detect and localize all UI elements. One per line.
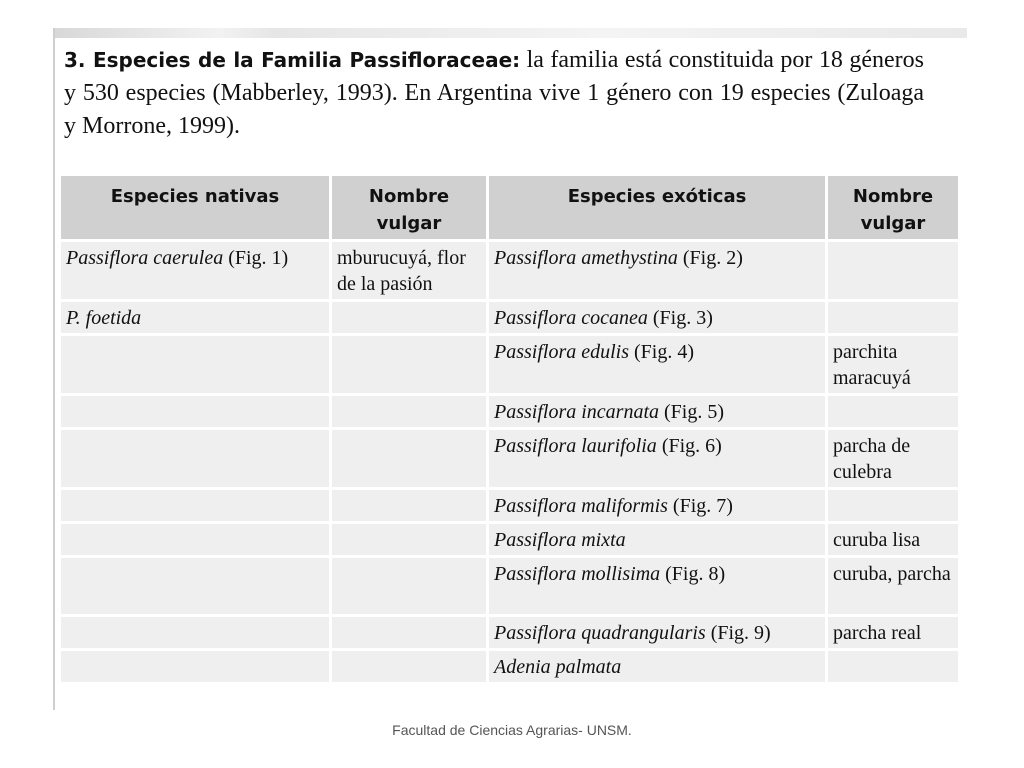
table-row bbox=[61, 242, 958, 299]
exotic-common-name-cell: parchita maracuyá bbox=[828, 336, 958, 393]
section-heading: 3. Especies de la Familia Passifloraceae: bbox=[64, 48, 521, 72]
native-species-name: P. foetida bbox=[66, 307, 142, 329]
native-common-name-cell bbox=[332, 302, 486, 333]
native-common-name-cell bbox=[332, 336, 486, 393]
native-common-name-cell bbox=[332, 651, 486, 682]
native-species-cell bbox=[61, 336, 329, 393]
table-row bbox=[61, 617, 958, 648]
exotic-common-name-cell bbox=[828, 490, 958, 521]
exotic-common-name-cell: parcha real bbox=[828, 617, 958, 648]
exotic-common-name-cell bbox=[828, 242, 958, 299]
exotic-species-name: Adenia palmata bbox=[494, 656, 622, 678]
figure-ref: (Fig. 2) bbox=[677, 247, 743, 269]
figure-ref: (Fig. 4) bbox=[629, 341, 695, 363]
native-species-cell bbox=[61, 651, 329, 682]
native-species-cell bbox=[61, 242, 329, 299]
table-row bbox=[61, 490, 958, 521]
native-species-name: Passiflora caerulea bbox=[66, 247, 224, 269]
exotic-species-name: Passiflora mixta bbox=[494, 529, 626, 551]
header-exotic-common-name: Nombre vulgar bbox=[828, 176, 958, 239]
exotic-common-name-cell: curuba lisa bbox=[828, 524, 958, 555]
table-row bbox=[61, 651, 958, 682]
exotic-species-name: Passiflora amethystina bbox=[494, 247, 678, 269]
exotic-common-name-cell: parcha de culebra bbox=[828, 430, 958, 487]
exotic-common-name-cell: curuba, parcha bbox=[828, 558, 958, 614]
table-row bbox=[61, 302, 958, 333]
exotic-common-name-cell bbox=[828, 302, 958, 333]
exotic-species-cell bbox=[489, 302, 825, 333]
native-species-cell bbox=[61, 558, 329, 614]
table-row bbox=[61, 524, 958, 555]
table-row bbox=[61, 396, 958, 427]
exotic-species-name: Passiflora edulis bbox=[494, 341, 630, 363]
exotic-species-cell bbox=[489, 336, 825, 393]
intro-text: la familia está constituida por 18 géneros y 530 especies (Mabberley, 1993). En Argentina vive 1 género con 19 especies (Zuloaga y Morrone, 1999). bbox=[64, 47, 925, 139]
exotic-species-cell bbox=[489, 558, 825, 614]
figure-ref: (Fig. 5) bbox=[659, 401, 725, 423]
exotic-species-name: Passiflora quadrangularis bbox=[494, 622, 706, 644]
native-species-cell bbox=[61, 302, 329, 333]
exotic-species-cell bbox=[489, 430, 825, 487]
header-native-common-name: Nombre vulgar bbox=[332, 176, 486, 239]
native-species-cell bbox=[61, 396, 329, 427]
native-common-name-cell bbox=[332, 490, 486, 521]
native-species-cell bbox=[61, 490, 329, 521]
page-edge bbox=[53, 28, 55, 710]
native-species-cell bbox=[61, 430, 329, 487]
header-exotic-species: Especies exóticas bbox=[489, 176, 825, 239]
figure-ref: (Fig. 1) bbox=[223, 247, 289, 269]
exotic-species-name: Passiflora cocanea bbox=[494, 307, 648, 329]
native-common-name-cell: mburucuyá, flor de la pasión bbox=[332, 242, 486, 299]
native-species-cell bbox=[61, 524, 329, 555]
slide-footer: Facultad de Ciencias Agrarias- UNSM. bbox=[392, 722, 632, 738]
table-header-row bbox=[61, 176, 958, 239]
exotic-species-cell bbox=[489, 490, 825, 521]
table-row bbox=[61, 430, 958, 487]
figure-ref: (Fig. 3) bbox=[647, 307, 713, 329]
native-common-name-cell bbox=[332, 558, 486, 614]
exotic-species-name: Passiflora laurifolia bbox=[494, 435, 657, 457]
table-row bbox=[61, 336, 958, 393]
native-common-name-cell bbox=[332, 524, 486, 555]
exotic-species-name: Passiflora maliformis bbox=[494, 495, 668, 517]
exotic-species-name: Passiflora incarnata bbox=[494, 401, 660, 423]
native-common-name-cell bbox=[332, 617, 486, 648]
native-common-name-cell bbox=[332, 430, 486, 487]
figure-ref: (Fig. 7) bbox=[667, 495, 733, 517]
exotic-species-cell bbox=[489, 651, 825, 682]
native-species-cell bbox=[61, 617, 329, 648]
native-common-name-cell bbox=[332, 396, 486, 427]
exotic-common-name-cell bbox=[828, 396, 958, 427]
intro-paragraph bbox=[64, 44, 924, 143]
table-row bbox=[61, 558, 958, 614]
exotic-species-cell bbox=[489, 524, 825, 555]
exotic-species-cell bbox=[489, 396, 825, 427]
slide-top-band bbox=[55, 28, 967, 38]
species-table bbox=[58, 173, 961, 685]
header-native-species: Especies nativas bbox=[61, 176, 329, 239]
figure-ref: (Fig. 8) bbox=[660, 563, 726, 585]
figure-ref: (Fig. 9) bbox=[705, 622, 771, 644]
exotic-species-name: Passiflora mollisima bbox=[494, 563, 661, 585]
exotic-common-name-cell bbox=[828, 651, 958, 682]
exotic-species-cell bbox=[489, 242, 825, 299]
figure-ref: (Fig. 6) bbox=[656, 435, 722, 457]
exotic-species-cell bbox=[489, 617, 825, 648]
